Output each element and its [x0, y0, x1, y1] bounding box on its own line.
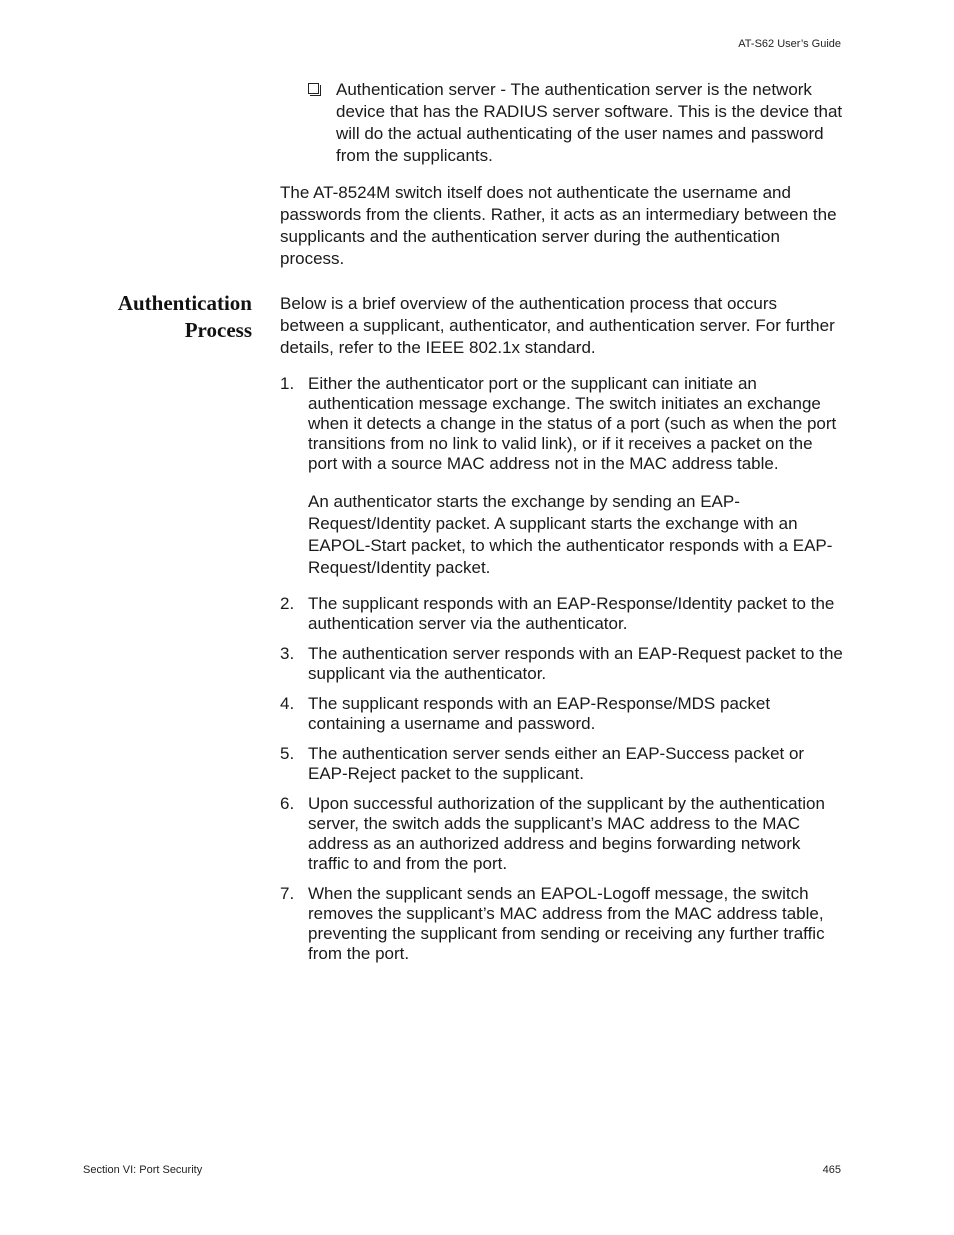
- list-item: [280, 644, 845, 684]
- section-heading-line2: Process: [184, 318, 252, 342]
- footer-section: Section VI: Port Security: [83, 1164, 203, 1176]
- step-number: 1.: [280, 374, 295, 393]
- step-text: Upon successful authorization of the supplicant by the authentication server, the switch adds the supplicant’s MAC address to the MAC address as an authorized address and begins forwarding network traffic to and from the port.: [308, 794, 825, 873]
- step1-sub-paragraph: An authenticator starts the exchange by sending an EAP-Request/Identity packet. A supplicant starts the exchange with an EAPOL-Start packet, to which the authenticator responds with a EAP-Request/Identity packet.: [308, 492, 833, 577]
- step-number: 5.: [280, 744, 295, 763]
- step-text: The authentication server sends either an EAP-Success packet or EAP-Reject packet to the supplicant.: [308, 744, 805, 783]
- step-number: 7.: [280, 884, 295, 903]
- bullet-text: Authentication server - The authentication server is the network device that has the RADIUS server software. This is the device that will do the actual authenticating of the user names and password from the supplicants.: [336, 80, 843, 165]
- step-text: The authentication server responds with an EAP-Request packet to the supplicant via the authenticator.: [308, 644, 843, 683]
- list-item: [280, 694, 845, 734]
- step-text: Either the authenticator port or the supplicant can initiate an authentication message exchange. The switch initiates an exchange when it detects a change in the status of a port (such as when the port transitions from no link to valid link), or if it receives a packet on the port with a source MAC address not in the MAC address table.: [308, 374, 837, 473]
- step-number: 4.: [280, 694, 295, 713]
- page-number: 465: [822, 1164, 841, 1176]
- list-item: [280, 744, 845, 784]
- step-text: The supplicant responds with an EAP-Response/MDS packet containing a username and password.: [308, 694, 771, 733]
- list-item: [280, 374, 845, 474]
- section-heading-line1: Authentication: [117, 291, 252, 315]
- step-number: 6.: [280, 794, 295, 813]
- step-text: The supplicant responds with an EAP-Response/Identity packet to the authentication server via the authenticator.: [308, 594, 835, 633]
- step-number: 2.: [280, 594, 295, 613]
- list-item: [280, 884, 845, 964]
- checkbox-bullet-icon: [308, 83, 319, 94]
- list-item: [280, 794, 845, 874]
- running-header: AT-S62 User’s Guide: [738, 38, 841, 50]
- bullet-item-authentication-server: [308, 79, 843, 167]
- step-text: When the supplicant sends an EAPOL-Logoff message, the switch removes the supplicant’s MAC address from the MAC address table, preventing the supplicant from sending or receiving any further traffic from the port.: [308, 884, 825, 963]
- section-heading: [60, 290, 252, 344]
- step-number: 3.: [280, 644, 295, 663]
- intro-paragraph: The AT-8524M switch itself does not authenticate the username and passwords from the clients. Rather, it acts as an intermediary between the supplicants and the authentication server during the authentication process.: [280, 183, 837, 268]
- section-paragraph: Below is a brief overview of the authentication process that occurs between a supplicant, authenticator, and authentication server. For further details, refer to the IEEE 802.1x standard.: [280, 294, 835, 357]
- list-item: [280, 594, 845, 634]
